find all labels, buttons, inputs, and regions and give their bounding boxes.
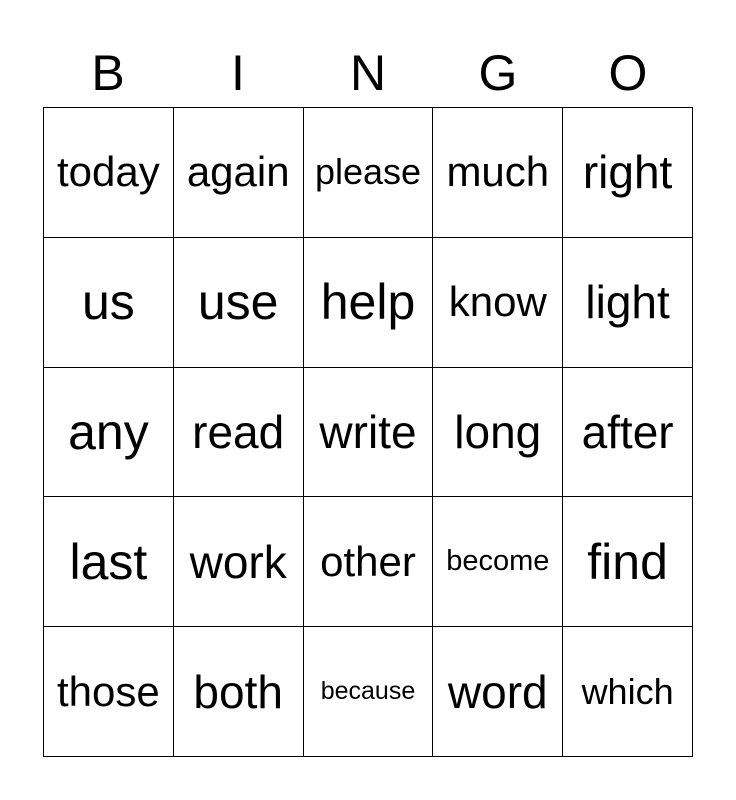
bingo-cell: please	[304, 108, 434, 238]
bingo-cell: those	[44, 627, 174, 757]
bingo-cell: use	[174, 238, 304, 368]
header-letter-i: I	[231, 45, 245, 101]
header-letter-o: O	[608, 45, 648, 101]
header-letter-n: N	[349, 45, 387, 101]
bingo-cell: long	[433, 368, 563, 498]
bingo-cell: light	[563, 238, 693, 368]
bingo-card-grid	[43, 107, 693, 757]
bingo-header	[43, 42, 693, 104]
bingo-cell: after	[563, 368, 693, 498]
bingo-cell: both	[174, 627, 304, 757]
bingo-cell: today	[44, 108, 174, 238]
bingo-cell: much	[433, 108, 563, 238]
bingo-cell: help	[304, 238, 434, 368]
bingo-cell: find	[563, 497, 693, 627]
bingo-cell: again	[174, 108, 304, 238]
bingo-cell: word	[433, 627, 563, 757]
bingo-cell: any	[44, 368, 174, 498]
bingo-cell: because	[304, 627, 434, 757]
bingo-cell: know	[433, 238, 563, 368]
bingo-cell: us	[44, 238, 174, 368]
bingo-cell: write	[304, 368, 434, 498]
bingo-cell: last	[44, 497, 174, 627]
bingo-cell: other	[304, 497, 434, 627]
bingo-cell: read	[174, 368, 304, 498]
bingo-cell: right	[563, 108, 693, 238]
header-letter-g: G	[478, 45, 518, 101]
bingo-cell: which	[563, 627, 693, 757]
header-letter-b: B	[91, 45, 125, 101]
bingo-cell: work	[174, 497, 304, 627]
bingo-cell: become	[433, 497, 563, 627]
